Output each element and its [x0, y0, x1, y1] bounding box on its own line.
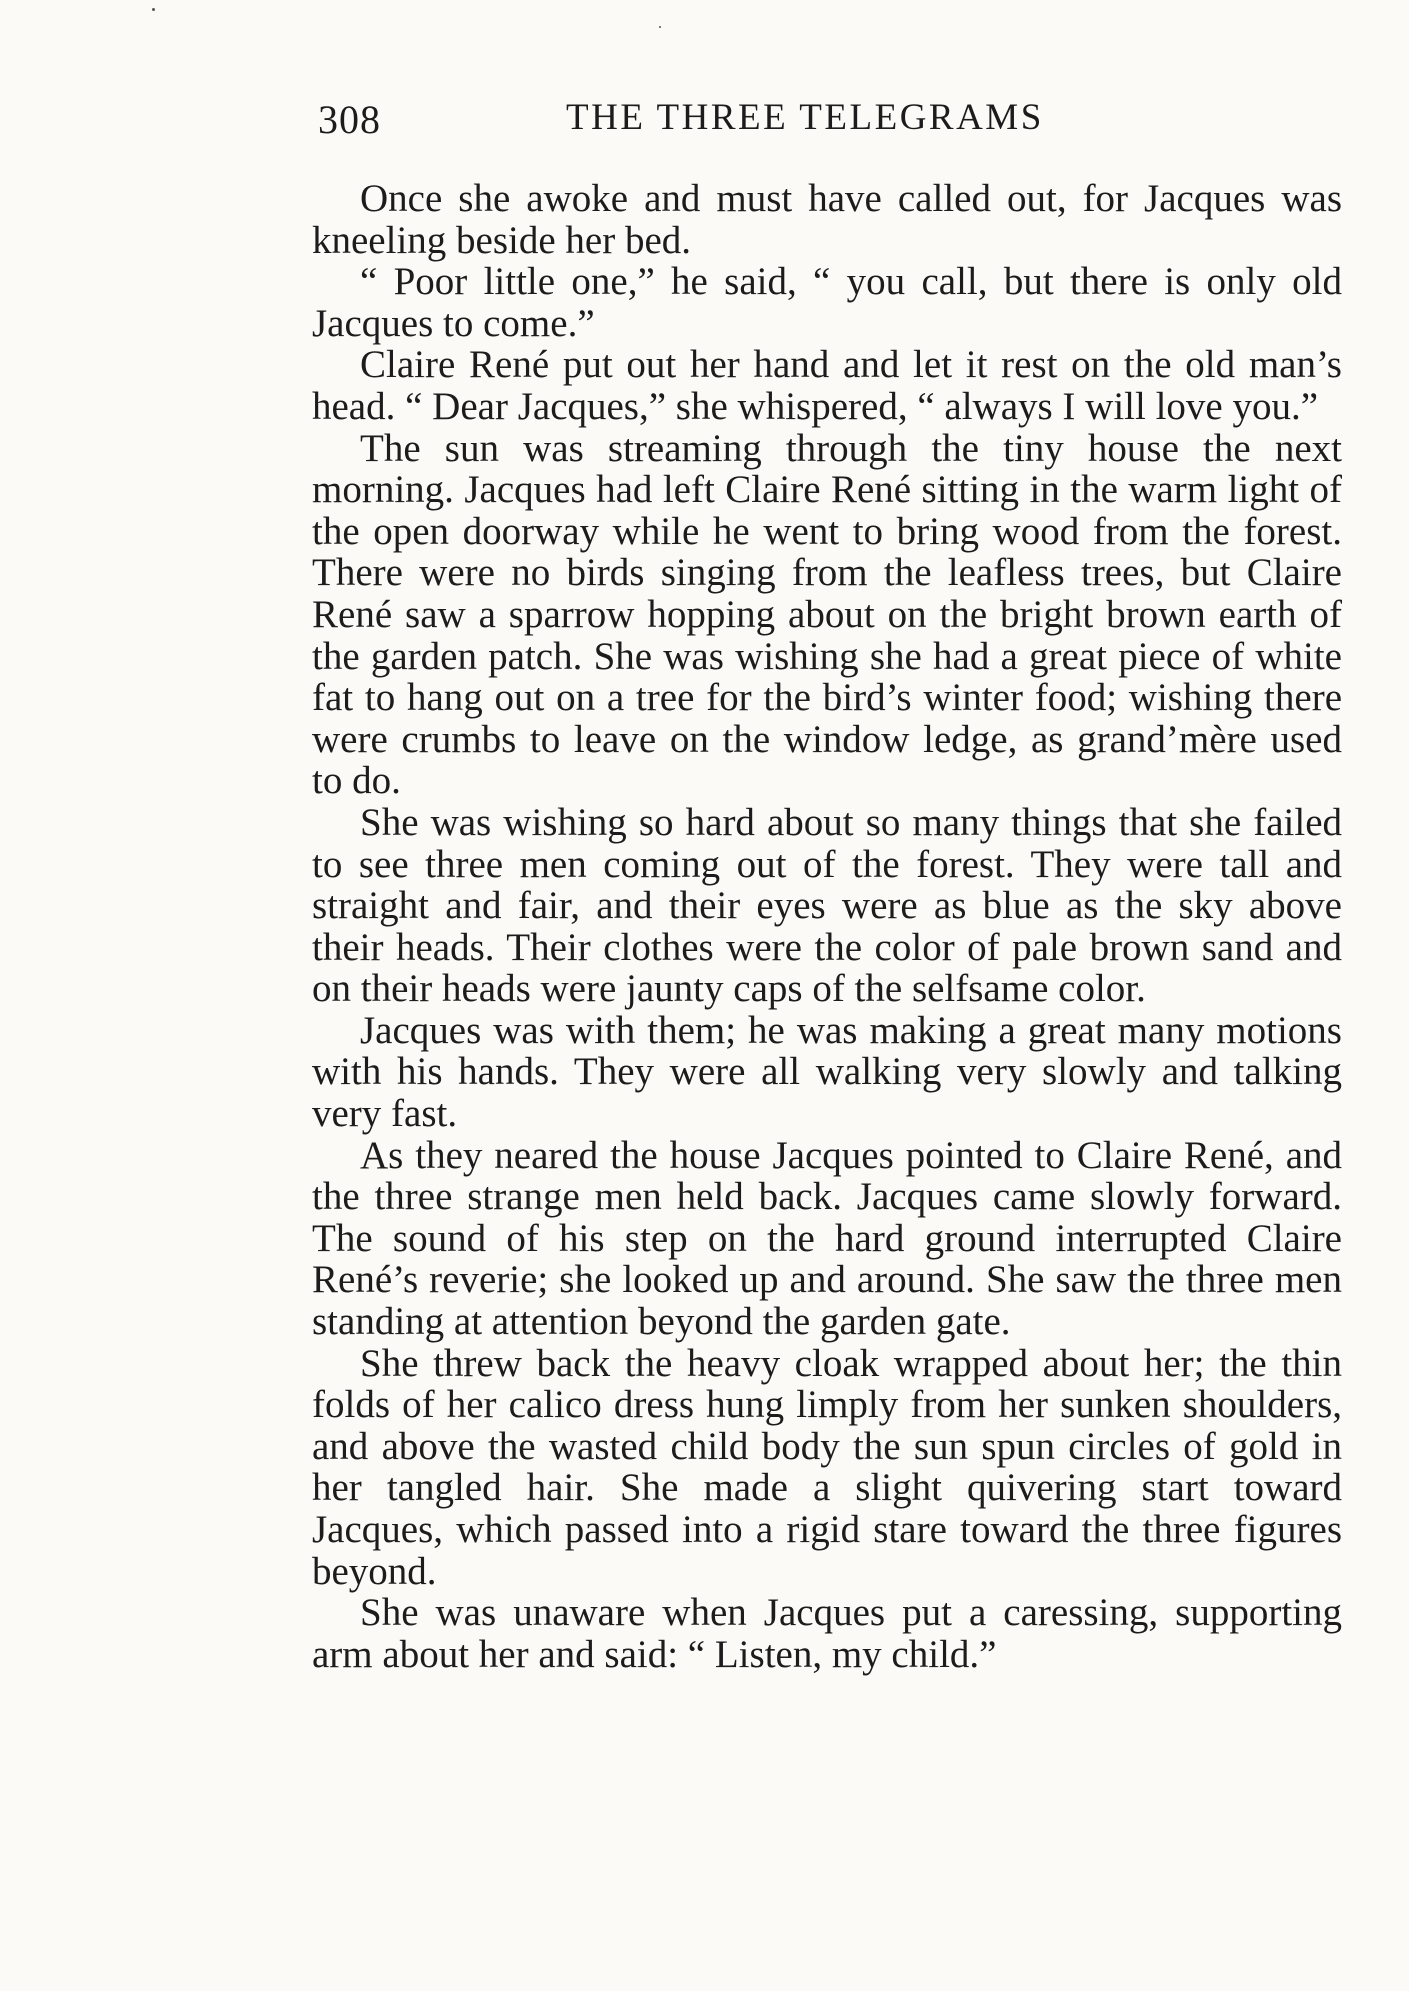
body-text — [312, 178, 1342, 1675]
paragraph-5: She was wishing so hard about so many things that she failed to see three men coming out of the forest. They were tall and straight and fair, and their eyes were as blue as the sky above their heads. Their clothes were the color of pale brown sand and on their heads were jaunty caps of the selfsame color. — [312, 800, 1342, 1011]
book-title: THE THREE TELEGRAMS — [566, 97, 1044, 138]
ink-speck — [659, 26, 661, 28]
paragraph-3: Claire René put out her hand and let it rest on the old man’s head. “ Dear Jacques,” she whispered, “ always I will love you.” — [312, 343, 1342, 428]
ink-speck — [152, 8, 155, 11]
paragraph-8: She threw back the heavy cloak wrapped about her; the thin folds of her calico dress hung limply from her sunken shoulders, and above the wasted child body the sun spun circles of gold in her tangled hair. She made a slight quivering start toward Jacques, which passed into a rigid stare toward the three figures beyond. — [312, 1341, 1342, 1593]
page-number: 308 — [318, 97, 381, 142]
paragraph-7: As they neared the house Jacques pointed to Claire René, and the three strange men held back. Jacques came slowly forward. The sound of his step on the hard ground interrupted Claire René’s reverie; she looked up and around. She saw the three men standing at attention beyond the garden gate. — [312, 1133, 1342, 1344]
paragraph-1: Once she awoke and must have called out, for Jacques was kneeling beside her bed. — [312, 177, 1342, 262]
paragraph-2: “ Poor little one,” he said, “ you call, but there is only old Jacques to come.” — [312, 260, 1342, 345]
paragraph-4: The sun was streaming through the tiny house the next morning. Jacques had left Claire René sitting in the warm light of the open doorway while he went to bring wood from the forest. There were no birds singing from the leafless trees, but Claire René saw a sparrow hopping about on the bright brown earth of the garden patch. She was wishing she had a great piece of white fat to hang out on a tree for the bird’s winter food; wishing there were crumbs to leave on the window ledge, as grand’mère used to do. — [312, 426, 1342, 803]
paragraph-9: She was unaware when Jacques put a caressing, supporting arm about her and said: “ Listen, my child.” — [312, 1591, 1342, 1676]
paragraph-6: Jacques was with them; he was making a great many motions with his hands. They were all walking very slowly and talking very fast. — [312, 1008, 1342, 1136]
running-head — [318, 96, 1343, 146]
